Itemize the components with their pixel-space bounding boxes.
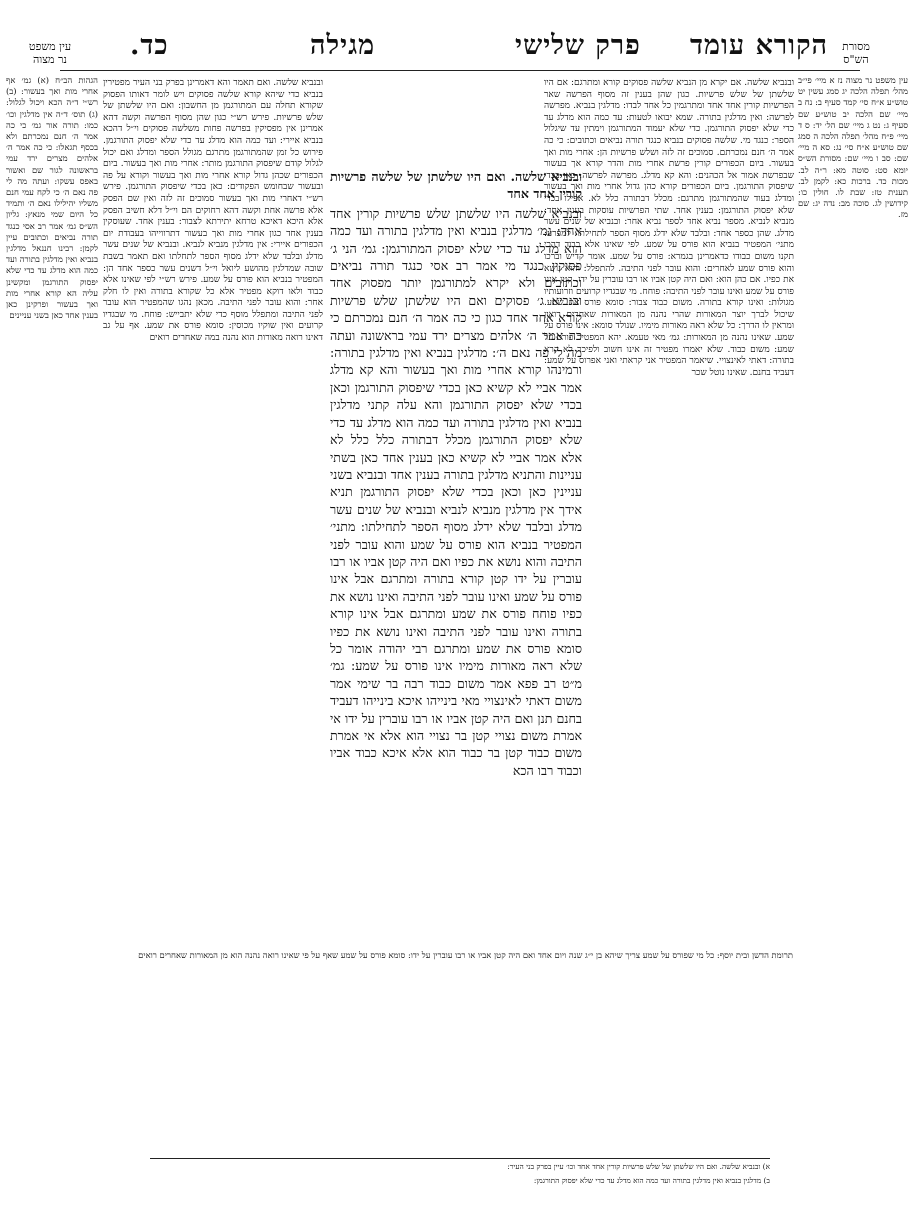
bottom-commentary-text: תרומת הדשן ובית יוסף: כל מי שפורס על שמע צריך שיהא בן י״ג שנה ויום אחד ואם היה קטן אביו או רבו עוברין על ידו: סומא פורס על שמע שאף על פי שאינו רואה נהנה הוא מן המאורות שאחרים רואים: [138, 950, 793, 960]
margin-inner-text: הגהות הב״ח (א) גמ׳ אף אחרי מות ואך בעשור: (ב) רש״י ד״ה הכא ויכול לגלול: (ג) תוס׳ ד״ה אין מדלגין וכו׳ כמו: תורה אור גמ׳ כי כה אמר ה׳ חנם נמכרתם ולא בכסף תגאלו: כי כה אמר ה׳ אלהים מצרים ירד עמי בראשונה לגור שם ואשור באפס עשקו: ועתה מה לי פה נאם ה׳ כי לקח עמי חנם משליו יהילילו נאם ה׳ ותמיד כל היום שמי מנאץ: גליון הש״ס גמ׳ אמר רב אסי כנגד תורה נביאים וכתובים עיין לקמן: רבינו חננאל מדלגין בנביא ואין מדלגין בתורה ועד כמה הוא מדלג עד כדי שלא יפסוק התורגמן ומקשינן עליה הא קורא אחרי מות ואך בעשור ופרקינן כאן בענין אחד כאן בשני עניינים: [6, 75, 98, 321]
footnote-line-2: ב) מדלגין בנביא ואין מדלגין בתורה ועד כמה הוא מדלג עד כדי שלא יפסוק התורגמן:: [533, 1176, 770, 1185]
margin-outer-text: עין משפט נר מצוה נז א מיי׳ פי״ב מהל׳ תפלה הלכה יג סמג עשין יט טוש״ע א״ח סי׳ קמד סעיף ב: נח ב מיי׳ שם הלכה יב טוש״ע שם סעיף ג: נט ג מיי׳ שם הל׳ יד: ס ד מיי׳ פ״ח מהל׳ תפלה הלכה ה סמג שם טוש״ע א״ח סי׳ נג: סא ה מיי׳ שם: סב ו מיי׳ שם: מסורת הש״ס יומא סט: סוטה מא: ר״ה לב. מכות כד. ברכות כא: לקמן לב. תענית טז: שבת לו. חולין כו: קידושין לג. סוכה מב: נדה יג: שם מז.: [798, 75, 908, 220]
kore-title: הקורא עומד: [690, 30, 829, 61]
footnote-line-1: א) ובנביא שלשה. ואם היו שלשתן של שלש פרשיות קורין אחד אחד וכו׳ עיין בפרק בני העיר:: [507, 1162, 770, 1171]
gemara-text: ובנביא שלשה היו שלשתן שלש פרשיות קורין אחד אחד: גמ׳ מדלגין בנביא ואין מדלגין בתורה ועד כמה הוא מדלג עד כדי שלא יפסוק המתורגמן: גמ׳ הני ג׳ פסוקין כנגד מי אמר רב אסי כנגד תורה נביאים וכתובים ולא יקרא למתורגמן יותר מפסוק אחד ובנביא ג׳ פסוקים ואם היו שלשתן שלש פרשיות קורא אחד אחד כגון כי כה אמר ה׳ חנם נמכרתם כי כה אמר ה׳ אלהים מצרים ירד עמי בראשונה ועתה מה לי פה נאם ה׳: מדלגין בנביא ואין מדלגין בתורה: ורמינהו קורא אחרי מות ואך בעשור והא קא מדלג אמר אביי לא קשיא כאן בכדי שיפסוק התורגמן וכאן בכדי שלא יפסוק התורגמן והא עלה קתני מדלגין בנביא ואין מדלגין בתורה ועד כמה הוא מדלג עד כדי שלא יפסוק התורגמן מכלל דבתורה כלל כלל לא אלא אמר אביי לא קשיא כאן בענין אחד כאן בשתי עניינות והתניא מדלגין בתורה בענין אחד ובנביא בשני עניינין כאן וכאן בכדי שלא יפסוק התורגמן תניא אידך אין מדלגין מנביא לנביא ובנביא של שנים עשר מדלג ובלבד שלא ידלג מסוף הספר לתחילתו: מתני׳ המפטיר בנביא הוא פורס על שמע והוא עובר לפני התיבה והוא נושא את כפיו ואם היה קטן אביו או רבו עוברין על ידו קטן קורא בתורה ומתרגם אבל אינו פורס על שמע ואינו עובר לפני התיבה ואינו נושא את כפיו פוחח פורס את שמע ומתרגם אבל אינו קורא בתורה ואינו עובר לפני התיבה ואינו נושא את כפיו סומא פורס את שמע ומתרגם רבי יהודה אומר כל שלא ראה מאורות מימיו אינו פורס על שמע: גמ׳ מ״ט רב פפא אמר משום כבוד רבה בר שימי אמר משום דאתי לאינצויי מאי בינייהו איכא בינייהו דעביד בחנם תנן ואם היה קטן אביו או רבו עוברין על ידו אי אמרת משום נצויי קטן בר נצויי הוא אלא אי אמרת משום כבוד קטן בר כבוד הוא אלא איכא כבוד אביו וכבוד רבו הכא: [330, 205, 582, 778]
margin-left: [6, 75, 98, 1055]
page-number: כד.: [130, 30, 169, 61]
chapter-title: פרק שלישי: [515, 30, 641, 61]
page-header: [60, 30, 860, 71]
tosafot-text: ובנביא שלשה. ואם תאמר והא דאמרינן בפרק בני העיר מפטירין בנביא כדי שיהא קורא שלשה פסוקים ויש לומר דאותו הפסוק שקורא תחלה עם המתורגמן מן החשבון: ואם היו שלשתן של שלש פרשיות. פירש רש״י כגון שהן מסוף הפרשה וקשה דהא אמרינן אין מפסיקין בפרשה פחות משלשה פסוקים וי״ל דהכא בנביא איירי: ועד כמה הוא מדלג עד כדי שלא יפסוק התורגמן. פירוש כל זמן שהמתורגמן מתרגם מגולל הספר ומדלג ואם יכול לגלול קודם שיפסוק התורגמן מותר: אחרי מות ואך בעשור. ביום הכפורים שכהן גדול קורא אחרי מות ואך בעשור וקורא על פה ובעשור שבחומש הפקודים: כאן בכדי שיפסוק התורגמן. פירש רש״י דאחרי מות ואך בעשור סמוכים זה לזה ואין שם הפסק אלא פרשה אחת וקשה דהא רחוקים הם וי״ל דלא חשיב הפסק אלא היכא דאיכא טרחא יתירתא לצבור: בענין אחד. שעוסקין בענין אחד כגון אחרי מות ואך בעשור דתרווייהו בעבודת יום הכפורים איירי: אין מדלגין מנביא לנביא. ובנביא של שנים עשר מדלג ובלבד שלא ידלג מסוף הספר לתחלתו ואם תאמר בשבת שובה שמדלגין מהושע ליואל וי״ל דשנים עשר כספר אחד הן: המפטיר בנביא הוא פורס על שמע. פירש רש״י לפי שאינו אלא כבוד ולאו דוקא מפטיר אלא כל שקורא בתורה ואין לו חלק אחר: והוא עובר לפני התיבה. מכאן נהגו שהמפטיר הוא עובר לפני התיבה ומתפלל מוסף כדי שלא יתבייש: פוחח. מי שבגדיו קרועים ואין שוקיו מכוסין: סומא פורס את שמע. אף על גב דאינו רואה מאורות הוא נהנה במה שאחרים רואים: [103, 78, 323, 344]
bottom-commentary: [103, 950, 793, 1150]
mishnah-opening: ובנביא שלשה. ואם היו שלשתן של שלשה פרשיות קורין אחד אחד: [330, 169, 582, 202]
tosafot-column: [103, 78, 323, 943]
footnote-divider: [150, 1158, 770, 1159]
ein-mishpat-header: עין משפט נר מצוה: [28, 40, 72, 66]
masechet-title: מגילה: [310, 30, 376, 61]
mesoret-header: מסורת הש"ס: [842, 40, 870, 66]
rashi-text: ובנביא שלשה. אם יקרא מן הנביא שלשה פסוקים קורא ומתרגם: אם היו שלשתן של שלש פרשיות. כגון שהן בענין זה מסוף הפרשה שאר הפרשיות קורין אחד אחד ומתרגמין כל אחד לבדו: מדלגין בנביא. מפרשה לפרשה: ואין מדלגין בתורה. שמא יבואו לטעות: עד כמה הוא מדלג עד כדי שלא יפסוק התורגמן. כדי שלא יעמוד המתורגמן וימתין עד שיגלול הספר: כנגד מי. שלשה פסוקים בנביא כנגד תורה נביאים וכתובים: כי כה אמר ה׳ חנם נמכרתם. סמוכים זה לזה ושלש פרשיות הן: אחרי מות ואך בעשור. ביום הכפורים קורין פרשת אחרי מות והדר קורא אך בעשור שבפרשת אמור אל הכהנים: והא קא מדלג. מפרשה לפרשה: כאן בכדי שיפסוק התורגמן. ביום הכפורים קורא כהן גדול אחרי מות ואך בעשור ומדלג בעוד שהמתורגמן מתרגם: מכלל דבתורה כלל לא. אפילו בכדי שלא יפסוק התורגמן: בענין אחד. שתי הפרשיות עוסקות בענין אחד: מנביא לנביא. מספר נביא אחד לספר נביא אחר: ובנביא של שנים עשר מדלג. שהן כספר אחד: ובלבד שלא ידלג מסוף הספר לתחילתו. למפרע: מתני׳ המפטיר בנביא הוא פורס על שמע. לפי שאינו אלא כבוד דהכי תקנו משום כבודו כדאמרינן בגמרא: פורס על שמע. אומר קדיש וברכו והוא פורס שמע לאחרים: והוא עובר לפני התיבה. להתפלל: והוא נושא את כפיו. אם כהן הוא: ואם היה קטן אביו או רבו עוברין על ידו. קטן אינו פורס על שמע ואינו עובר לפני התיבה: פוחח. מי שבגדיו קרועים וזרועותיו מגולות: ואינו קורא בתורה. משום כבוד צבור: סומא פורס את שמע. שיכול לברך יוצר המאורות שהרי נהנה מן המאורות שאחרים רואין ומראין לו הדרך: כל שלא ראה מאורות מימיו. שנולד סומא: אינו פורס על שמע. שאינו נהנה מן המאורות: גמ׳ מאי טעמא. יהא המפטיר פורס על שמע: משום כבוד. שלא יאמרו מפטיר זה אינו חשוב ולפיכך לא קרא בתורה: דאתי לאינצויי. שיאמר המפטיר אני קראתי ואני אפרוס על שמע: דעביד בחנם. שאינו נוטל שכר: [544, 78, 794, 378]
margin-right: [798, 75, 908, 945]
gemara-column: [330, 168, 582, 858]
